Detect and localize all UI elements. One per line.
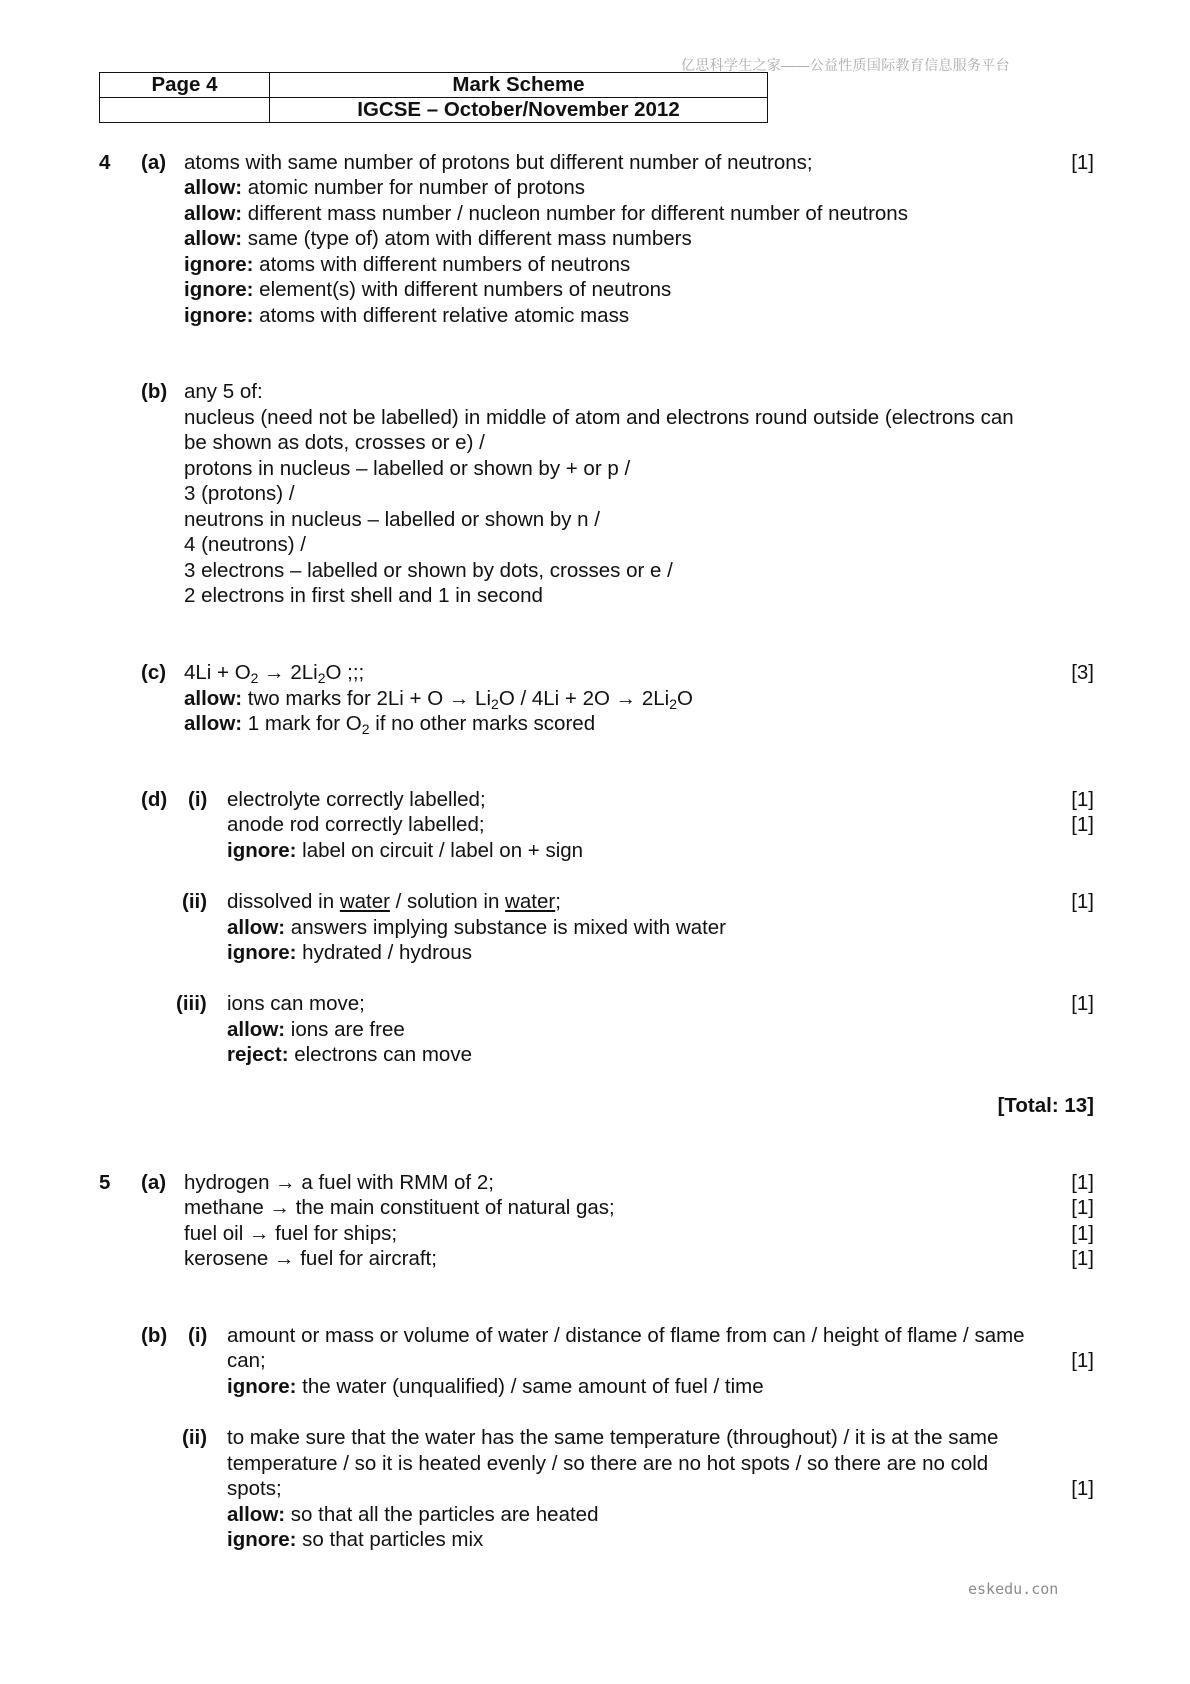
answer-text: nucleus (need not be labelled) in middle of atom and electrons round outside (electrons can [184, 406, 1014, 429]
q4b-line [0, 430, 1190, 456]
question-number: 5 [99, 1171, 111, 1194]
q4d-iii-line [0, 991, 1190, 1017]
mark-value: [1] [1071, 1349, 1094, 1372]
mark-value: [1] [1071, 1222, 1094, 1245]
answer-text: can; [227, 1349, 266, 1372]
note-text: hydrated / hydrous [296, 941, 472, 964]
q4a-note [0, 303, 1190, 329]
q4d-i-line [0, 812, 1190, 838]
q4b-line [0, 558, 1190, 584]
note-text: the water (unqualified) / same amount of fuel / time [296, 1375, 764, 1398]
part-label: (b) [141, 380, 168, 403]
total-marks: [Total: 13] [997, 1094, 1094, 1117]
answer-text: 4 (neutrons) / [184, 533, 306, 556]
mark-value: [1] [1071, 890, 1094, 913]
answer-text: temperature / so it is heated evenly / so there are no hot spots / so there are no cold [227, 1452, 989, 1475]
answer-text: to make sure that the water has the same temperature (throughout) / it is at the same [227, 1426, 999, 1449]
q4a-note [0, 252, 1190, 278]
note-keyword: ignore: [227, 1375, 297, 1398]
note-keyword: allow: [184, 176, 243, 199]
part-label: (c) [141, 661, 167, 684]
subpart-label: (iii) [176, 992, 207, 1015]
q4d-ii-note [0, 915, 1190, 941]
q5b-ii-line [0, 1451, 1190, 1477]
q4b-line [0, 405, 1190, 431]
answer-text: amount or mass or volume of water / distance of flame from can / height of flame / same [227, 1324, 1025, 1347]
answer-text: be shown as dots, crosses or e) / [184, 431, 485, 454]
answer-text: fuel oil → fuel for ships; [184, 1222, 398, 1245]
answer-text: neutrons in nucleus – labelled or shown by n / [184, 508, 600, 531]
answer-text: any 5 of: [184, 380, 263, 403]
note-keyword: allow: [227, 916, 286, 939]
q5a-line [0, 1221, 1190, 1247]
q4a-note [0, 226, 1190, 252]
note-keyword: ignore: [227, 1528, 297, 1551]
exam-session: IGCSE – October/November 2012 [270, 98, 768, 123]
note-text: atoms with different numbers of neutrons [253, 253, 631, 276]
subpart-label: (ii) [182, 890, 208, 913]
note-text: different mass number / nucleon number for different number of neutrons [242, 202, 908, 225]
q5a-line [0, 1195, 1190, 1221]
part-label: (a) [141, 151, 167, 174]
q4a-note [0, 175, 1190, 201]
answer-text: methane → the main constituent of natural gas; [184, 1196, 615, 1219]
page-number: Page 4 [100, 73, 270, 98]
answer-text: spots; [227, 1477, 282, 1500]
note-text: atomic number for number of protons [242, 176, 586, 199]
footer-watermark: eskedu.con [968, 1580, 1059, 1598]
q5a-line [0, 1170, 1190, 1196]
note-text: two marks for $2Li + O \to Li_2O / 4Li + 2O \to 2Li_2O$ [242, 687, 693, 712]
answer-text: ions can move; [227, 992, 365, 1015]
note-keyword: ignore: [184, 253, 254, 276]
q4a-main-line [0, 150, 1190, 176]
note-keyword: allow: [184, 712, 243, 735]
q4a-note [0, 277, 1190, 303]
header-table [99, 72, 768, 123]
mark-value: [1] [1071, 1247, 1094, 1270]
q4d-ii-line [0, 889, 1190, 915]
q4b-line [0, 532, 1190, 558]
q5b-ii-line [0, 1425, 1190, 1451]
q5b-i-line [0, 1323, 1190, 1349]
mark-value: [1] [1071, 813, 1094, 836]
note-text: electrons can move [288, 1043, 472, 1066]
note-text: atoms with different relative atomic mass [253, 304, 630, 327]
note-text: so that particles mix [296, 1528, 484, 1551]
part-label: (a) [141, 1171, 167, 1194]
note-keyword: ignore: [184, 304, 254, 327]
q4b-line [0, 379, 1190, 405]
note-keyword: ignore: [227, 839, 297, 862]
note-keyword: ignore: [227, 941, 297, 964]
q5b-ii-note [0, 1527, 1190, 1553]
q4b-line [0, 456, 1190, 482]
note-keyword: allow: [227, 1018, 286, 1041]
q4d-ii-note [0, 940, 1190, 966]
part-label: (d) [141, 788, 168, 811]
q4d-i-note [0, 838, 1190, 864]
q5b-i-line [0, 1348, 1190, 1374]
q4b-line [0, 481, 1190, 507]
answer-text: 3 (protons) / [184, 482, 295, 505]
part-label: (b) [141, 1324, 168, 1347]
note-keyword: ignore: [184, 278, 254, 301]
note-keyword: allow: [184, 202, 243, 225]
mark-value: [1] [1071, 1171, 1094, 1194]
q4a-note [0, 201, 1190, 227]
note-text: element(s) with different numbers of neutrons [253, 278, 672, 301]
q4b-line [0, 507, 1190, 533]
mark-value: [3] [1071, 661, 1094, 684]
subpart-label: (ii) [182, 1426, 208, 1449]
note-text: 1 mark for $O_2$ if no other marks scored [242, 712, 596, 737]
note-text: label on circuit / label on + sign [296, 839, 584, 862]
note-keyword: reject: [227, 1043, 289, 1066]
note-text: so that all the particles are heated [285, 1503, 599, 1526]
mark-value: [1] [1071, 1196, 1094, 1219]
mark-value: [1] [1071, 1477, 1094, 1500]
note-text: same (type of) atom with different mass numbers [242, 227, 692, 250]
document-title: Mark Scheme [270, 73, 768, 98]
answer-text: dissolved in water / solution in water; [227, 890, 561, 913]
q4d-iii-note [0, 1042, 1190, 1068]
q4d-iii-note [0, 1017, 1190, 1043]
answer-text: atoms with same number of protons but different number of neutrons; [184, 151, 813, 174]
q4d-i-line [0, 787, 1190, 813]
note-keyword: allow: [184, 227, 243, 250]
q4c-note [0, 711, 1190, 737]
note-keyword: allow: [227, 1503, 286, 1526]
watermark-text: 亿思科学生之家——公益性质国际教育信息服务平台 [681, 57, 1010, 73]
answer-text: electrolyte correctly labelled; [227, 788, 486, 811]
answer-text: kerosene → fuel for aircraft; [184, 1247, 437, 1270]
q5b-i-note [0, 1374, 1190, 1400]
mark-value: [1] [1071, 992, 1094, 1015]
q4-total-line [0, 1093, 1190, 1119]
mark-value: [1] [1071, 788, 1094, 811]
chemical-equation: $4Li + O_2 \to 2Li_2O$ ;;; [184, 661, 365, 686]
note-text: answers implying substance is mixed with water [285, 916, 727, 939]
q5b-ii-line [0, 1476, 1190, 1502]
subpart-label: (i) [188, 1324, 208, 1347]
answer-text: hydrogen → a fuel with RMM of 2; [184, 1171, 494, 1194]
mark-value: [1] [1071, 151, 1094, 174]
q4b-line [0, 583, 1190, 609]
subpart-label: (i) [188, 788, 208, 811]
answer-text: protons in nucleus – labelled or shown by + or p / [184, 457, 631, 480]
q5a-line [0, 1246, 1190, 1272]
q4c-note [0, 686, 1190, 712]
note-keyword: allow: [184, 687, 243, 710]
note-text: ions are free [285, 1018, 405, 1041]
answer-text: anode rod correctly labelled; [227, 813, 485, 836]
question-number: 4 [99, 151, 111, 174]
header-empty-cell [100, 98, 270, 123]
answer-text: 3 electrons – labelled or shown by dots, crosses or e / [184, 559, 673, 582]
q5b-ii-note [0, 1502, 1190, 1528]
q4c-equation-line [0, 660, 1190, 686]
answer-text: 2 electrons in first shell and 1 in second [184, 584, 543, 607]
